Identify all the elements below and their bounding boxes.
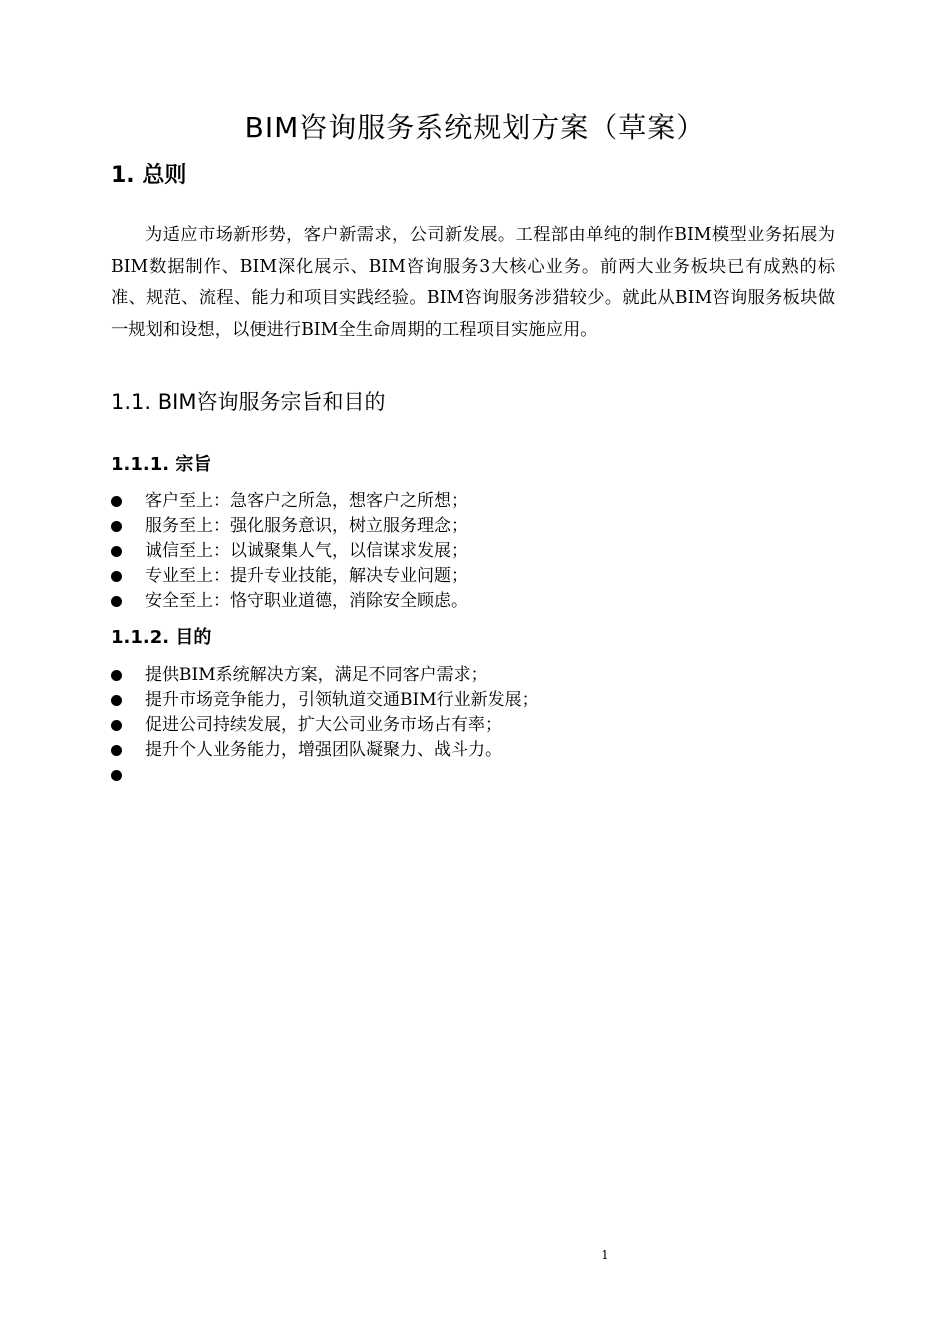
subsection-heading-tenet: 1.1.1. 宗旨 [111,454,212,475]
bullet-icon [111,670,122,681]
subsection-heading-objective: 1.1.2. 目的 [111,627,212,648]
list-item-text: 客户至上：急客户之所急，想客户之所想； [145,491,468,511]
list-item-text: 促进公司持续发展，扩大公司业务市场占有率； [145,715,502,735]
section-heading-purpose-and-aim: 1.1. BIM咨询服务宗旨和目的 [111,390,386,414]
list-item-text: 安全至上：恪守职业道德，消除安全顾虑。 [145,591,468,611]
section-heading-general: 1. 总则 [111,163,187,188]
bullet-icon [111,546,122,557]
page-number: 1 [601,1248,609,1262]
list-item-text: 提升个人业务能力，增强团队凝聚力、战斗力。 [145,740,502,760]
bullet-icon [111,770,122,781]
intro-paragraph: 为适应市场新形势，客户新需求，公司新发展。工程部由单纯的制作BIM模型业务拓展为BIM数据制作、BIM深化展示、BIM咨询服务3大核心业务。前两大业务板块已有成熟的标准、规范、流程、能力和项目实践经验。BIM咨询服务涉猎较少。就此从BIM咨询服务板块做一规划和设想，以便进行BIM全生命周期的工程项目实施应用。 [111,225,835,340]
bullet-icon [111,596,122,607]
bullet-icon [111,521,122,532]
document-title: BIM咨询服务系统规划方案（草案） [244,111,706,144]
list-item-text: 诚信至上：以诚聚集人气，以信谋求发展； [145,541,468,561]
list-item-text: 提供BIM系统解决方案，满足不同客户需求； [145,665,488,685]
list-item-text: 专业至上：提升专业技能，解决专业问题； [145,566,468,586]
bullet-icon [111,720,122,731]
list-item-text: 服务至上：强化服务意识，树立服务理念； [145,516,468,536]
bullet-icon [111,571,122,582]
bullet-icon [111,695,122,706]
bullet-icon [111,496,122,507]
bullet-icon [111,745,122,756]
list-item-text: 提升市场竞争能力，引领轨道交通BIM行业新发展； [145,690,539,710]
